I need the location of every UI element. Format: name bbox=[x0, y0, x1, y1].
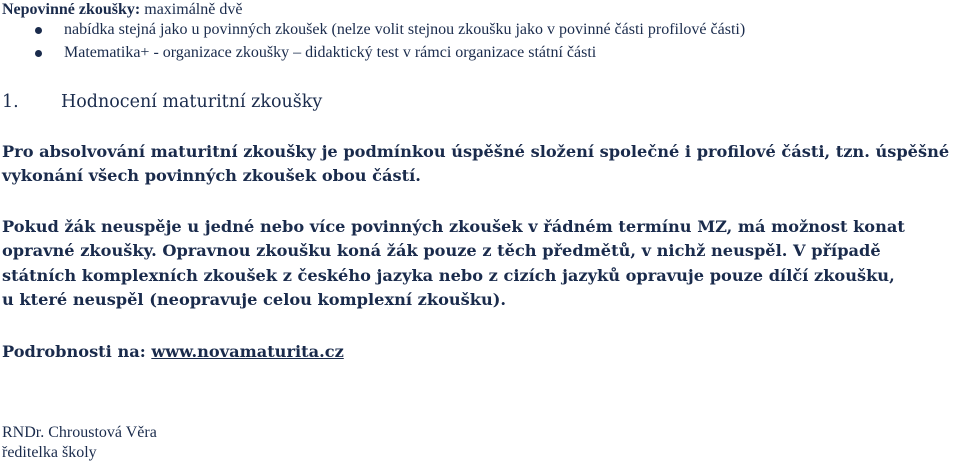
details-label: Podrobnosti na: bbox=[2, 342, 152, 361]
paragraph-line: Pokud žák neuspěje u jedné nebo více povinných zkoušek v řádném termínu MZ, má možnost konat bbox=[2, 217, 905, 236]
section-title: Hodnocení maturitní zkoušky bbox=[61, 92, 323, 112]
paragraph-retake bbox=[2, 215, 905, 313]
section-heading bbox=[2, 90, 322, 114]
signature-name: RNDr. Chroustová Věra bbox=[2, 424, 157, 441]
details-link[interactable]: www.novamaturita.cz bbox=[151, 342, 344, 361]
paragraph-line: státních komplexních zkoušek z českého jazyka nebo z cizích jazyků opravuje pouze dílčí zkoušku, bbox=[2, 265, 895, 285]
bullet-icon bbox=[35, 27, 42, 34]
optional-exams-label: Nepovinné zkoušky: bbox=[2, 1, 141, 18]
list-item-text: nabídka stejná jako u povinných zkoušek (nelze volit stejnou zkoušku jako v povinné části profilové části) bbox=[64, 21, 746, 38]
paragraph-line: opravné zkoušky. Opravnou zkoušku koná žák pouze z těch předmětů, v nichž neuspěl. V případě bbox=[2, 241, 881, 261]
paragraph-line: vykonání všech povinných zkoušek obou částí. bbox=[2, 166, 421, 186]
section-number: 1. bbox=[2, 92, 19, 112]
optional-exams-line bbox=[2, 0, 242, 20]
bullet-icon bbox=[35, 50, 42, 57]
list-item bbox=[0, 20, 745, 43]
paragraph-conditions bbox=[2, 140, 949, 189]
paragraph-line: Pro absolvování maturitní zkoušky je podmínkou úspěšné složení společné i profilové části, tzn. úspěšné bbox=[2, 142, 950, 161]
list-item bbox=[0, 43, 745, 66]
optional-exams-list bbox=[0, 20, 745, 66]
paragraph-line: u které neuspěl (neopravuje celou komplexní zkoušku). bbox=[2, 290, 507, 310]
list-item-text: Matematika+ - organizace zkoušky – didaktický test v rámci organizace státní části bbox=[64, 44, 597, 61]
signature-role: ředitelka školy bbox=[2, 444, 97, 461]
optional-exams-limit: maximálně dvě bbox=[140, 1, 243, 18]
details-line bbox=[2, 340, 344, 364]
